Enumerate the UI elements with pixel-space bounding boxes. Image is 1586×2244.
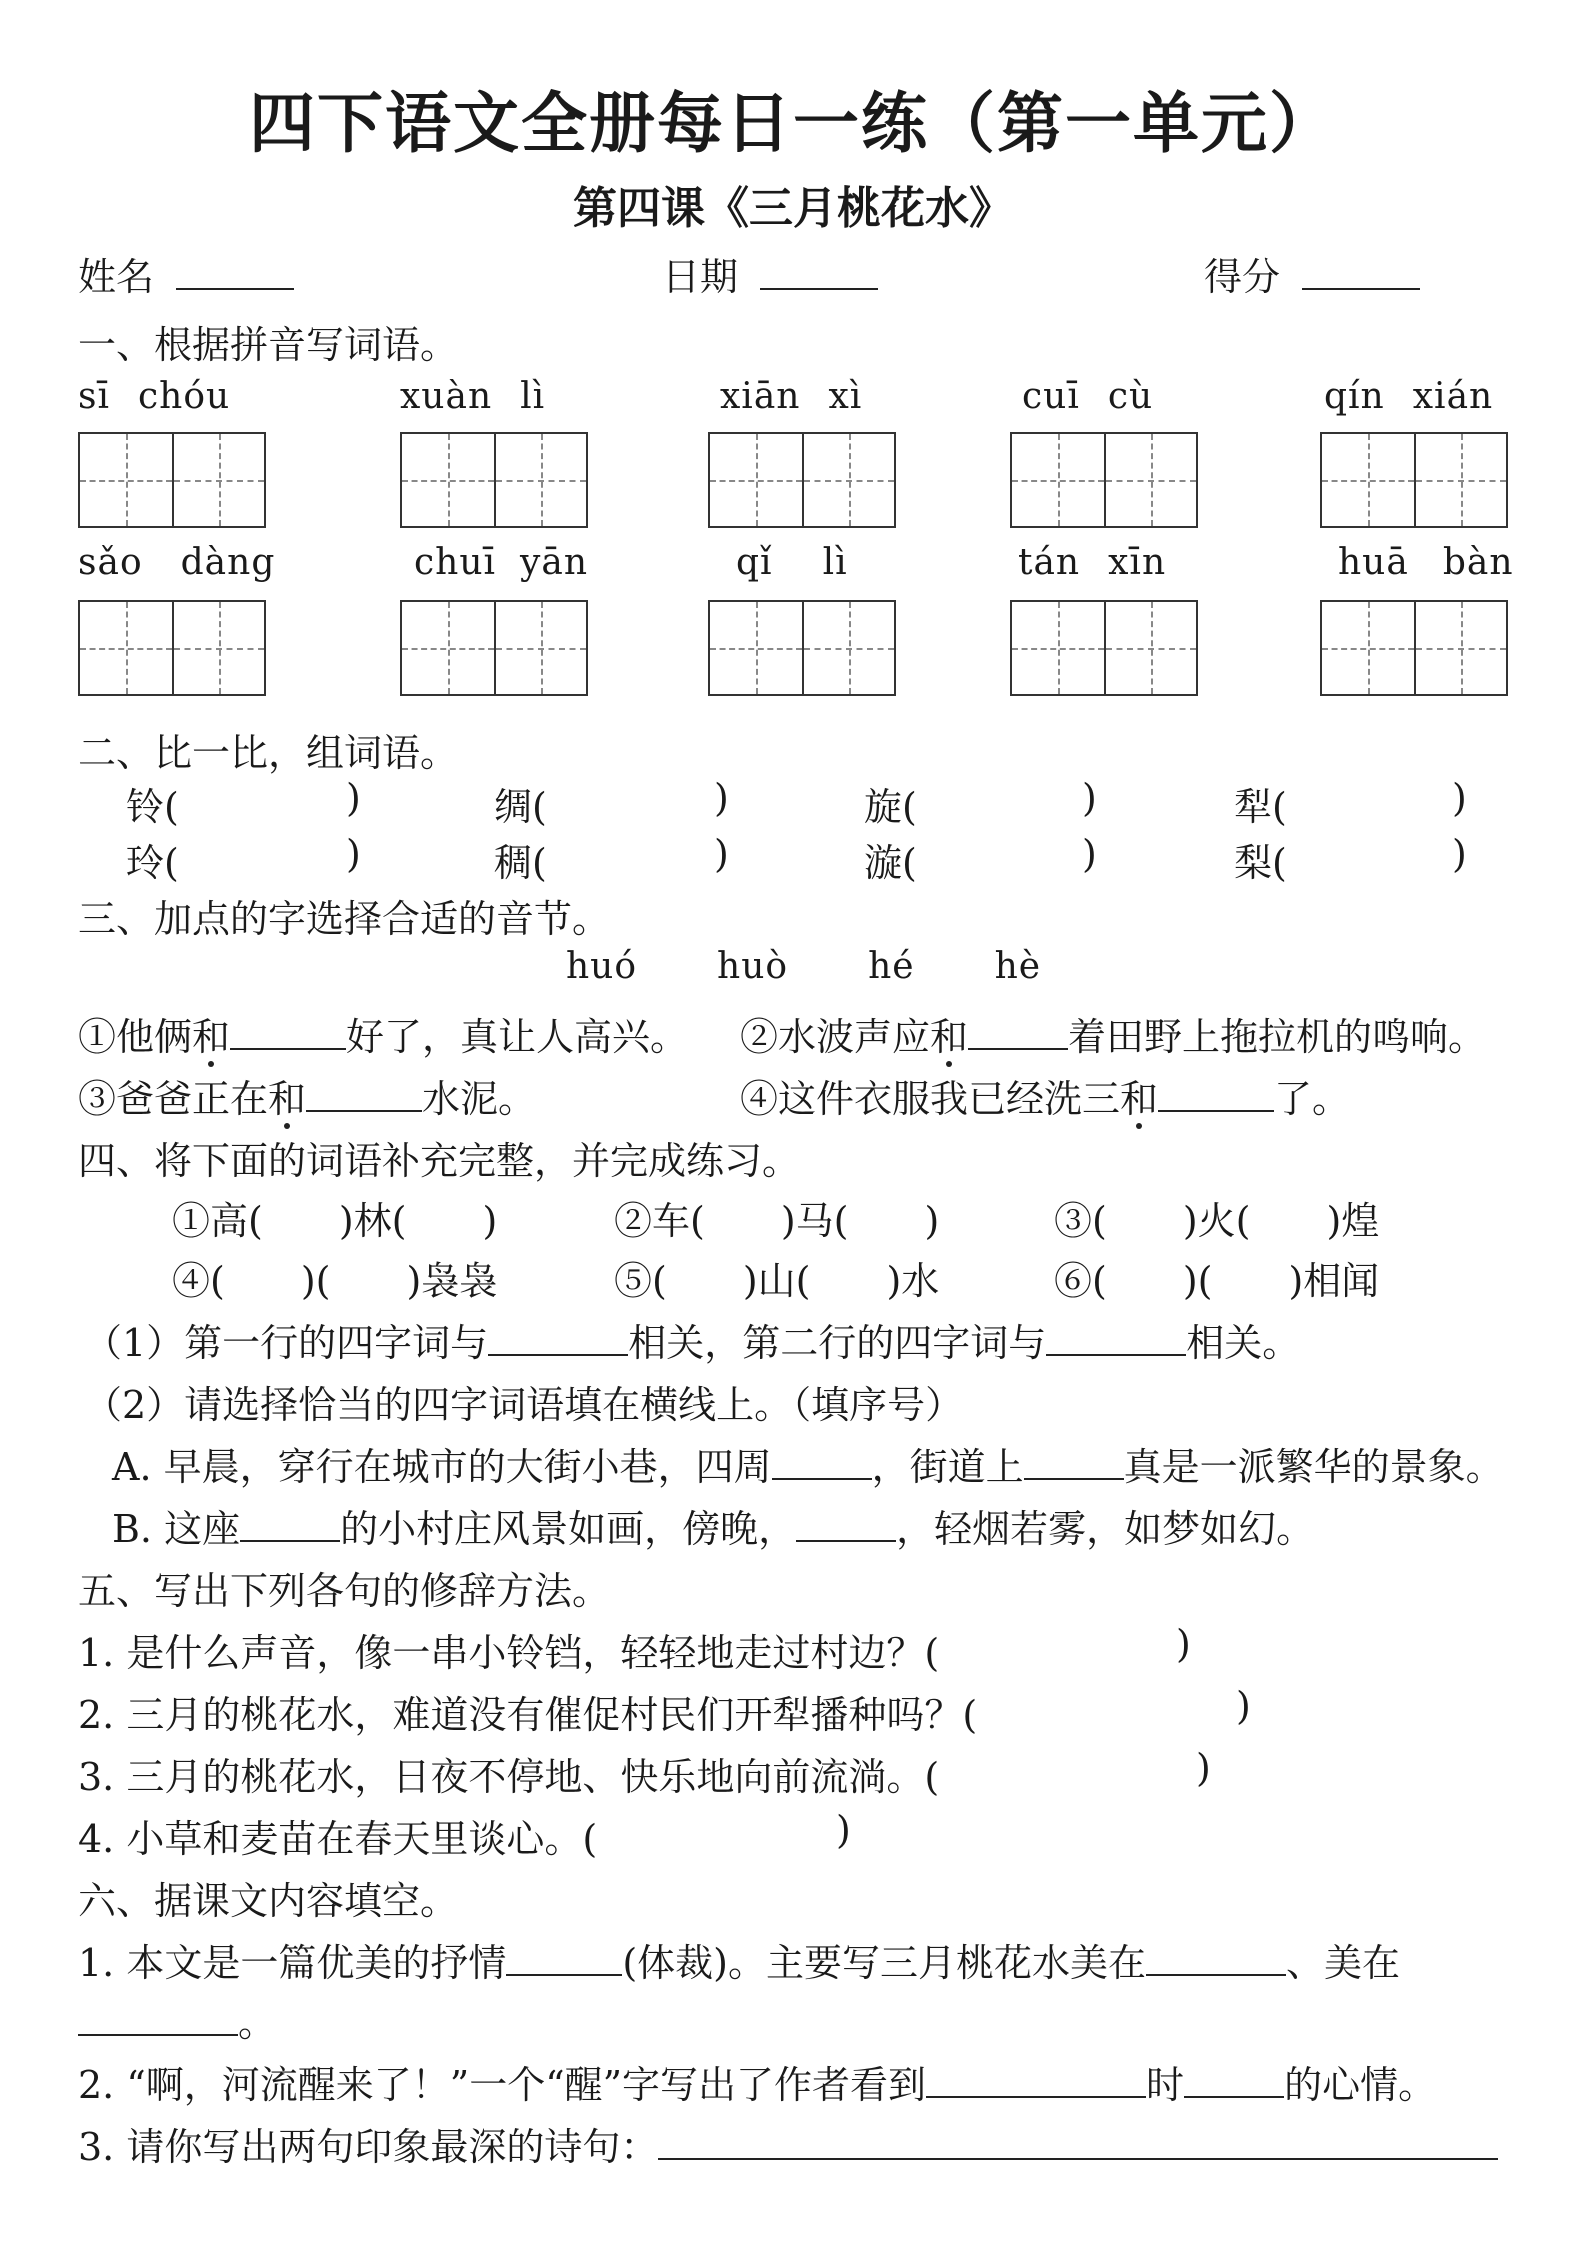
lesson-subtitle: 第四课《三月桃花水》 [573, 183, 1013, 234]
name-field[interactable] [78, 246, 294, 301]
pronounce-q1: ①他俩和 好了，真让人高兴。 [78, 1015, 689, 1059]
idiom-q1: （1）第一行的四字词与 相关，第二行的四字词与 相关。 [84, 1321, 1301, 1365]
pinyin-1: sī chóu [78, 376, 231, 417]
pinyin-7: chuī yān [414, 542, 589, 583]
compare-item[interactable]: 铃( [126, 785, 179, 829]
writing-grid-6[interactable] [78, 600, 266, 696]
score-label: 得分 [1204, 255, 1281, 299]
compare-item[interactable]: 稠( [494, 841, 547, 885]
writing-grid-4[interactable] [1010, 432, 1198, 528]
writing-grid-3[interactable] [708, 432, 896, 528]
pinyin-8: qǐ lì [736, 542, 848, 583]
date-label: 日期 [662, 255, 739, 299]
writing-grid-7[interactable] [400, 600, 588, 696]
idiom-q2: （2）请选择恰当的四字词语填在横线上。（填序号） [84, 1383, 964, 1427]
section3-heading: 三、加点的字选择合适的音节。 [78, 897, 611, 941]
pinyin-4: cuī cù [1022, 376, 1154, 417]
idiom-fill[interactable]: ②车( )马( ) [614, 1199, 940, 1243]
writing-grid-10[interactable] [1320, 600, 1508, 696]
rhetoric-q2: 2. 三月的桃花水，难道没有催促村民们开犁播种吗？( [78, 1693, 978, 1737]
compare-item[interactable]: 玲( [126, 841, 179, 885]
idiom-fill[interactable]: ③( )火( )煌 [1054, 1199, 1380, 1243]
pronounce-q3: ③爸爸正在和 水泥。 [78, 1077, 537, 1121]
writing-grid-8[interactable] [708, 600, 896, 696]
idiom-qb: B. 这座 的小村庄风景如画，傍晚， ，轻烟若雾，如梦如幻。 [112, 1507, 1315, 1551]
pinyin-9: tán xīn [1018, 542, 1167, 583]
idiom-fill[interactable]: ④( )( )袅袅 [172, 1259, 498, 1303]
page-title: 四下语文全册每日一练（第一单元） [249, 84, 1337, 162]
idiom-fill[interactable]: ⑤( )山( )水 [614, 1259, 940, 1303]
pronounce-q2: ②水波声应和 着田野上拖拉机的鸣响。 [740, 1015, 1487, 1059]
section1-heading: 一、根据拼音写词语。 [78, 323, 459, 367]
date-blank[interactable] [760, 254, 878, 290]
score-blank[interactable] [1302, 254, 1420, 290]
section5-heading: 五、写出下列各句的修辞方法。 [78, 1569, 611, 1613]
date-field[interactable] [662, 246, 878, 301]
idiom-fill[interactable]: ①高( )林( ) [172, 1199, 498, 1243]
compare-item[interactable]: 绸( [494, 785, 547, 829]
compare-item[interactable]: 旋( [864, 785, 917, 829]
pinyin-2: xuàn lì [400, 376, 546, 417]
fill-q1: 1. 本文是一篇优美的抒情 (体裁)。主要写三月桃花水美在 、美在 [78, 1941, 1401, 1985]
fill-q3: 3. 请你写出两句印象最深的诗句： [78, 2116, 1498, 2171]
rhetoric-q1: 1. 是什么声音，像一串小铃铛，轻轻地走过村边？( [78, 1631, 940, 1675]
compare-item[interactable]: 漩( [864, 841, 917, 885]
fill-q1-continued: 。 [78, 1992, 276, 2047]
section2-heading: 二、比一比，组词语。 [78, 731, 459, 775]
pinyin-options: huó huò hé hè [566, 946, 1042, 987]
writing-grid-1[interactable] [78, 432, 266, 528]
section6-heading: 六、据课文内容填空。 [78, 1879, 459, 1923]
compare-item[interactable]: 梨( [1234, 841, 1287, 885]
writing-grid-5[interactable] [1320, 432, 1508, 528]
pinyin-6: sǎo dàng [78, 542, 276, 583]
rhetoric-q3: 3. 三月的桃花水，日夜不停地、快乐地向前流淌。( [78, 1755, 940, 1799]
idiom-qa: A. 早晨，穿行在城市的大街小巷，四周 ，街道上 真是一派繁华的景象。 [112, 1445, 1504, 1489]
compare-item[interactable]: 犁( [1234, 785, 1287, 829]
score-field[interactable] [1204, 246, 1420, 301]
pinyin-3: xiān xì [720, 376, 863, 417]
pronounce-q4: ④这件衣服我已经洗三和 了。 [740, 1077, 1351, 1121]
pinyin-5: qín xián [1324, 376, 1494, 417]
writing-grid-9[interactable] [1010, 600, 1198, 696]
writing-grid-2[interactable] [400, 432, 588, 528]
name-blank[interactable] [176, 254, 294, 290]
name-label: 姓名 [78, 255, 155, 299]
rhetoric-q4: 4. 小草和麦苗在春天里谈心。( [78, 1817, 598, 1861]
fill-q2: 2. “啊，河流醒来了！”一个“醒”字写出了作者看到 时 的心情。 [78, 2063, 1437, 2107]
pinyin-10: huā bàn [1338, 542, 1514, 583]
section4-heading: 四、将下面的词语补充完整，并完成练习。 [78, 1139, 801, 1183]
idiom-fill[interactable]: ⑥( )( )相闻 [1054, 1259, 1380, 1303]
